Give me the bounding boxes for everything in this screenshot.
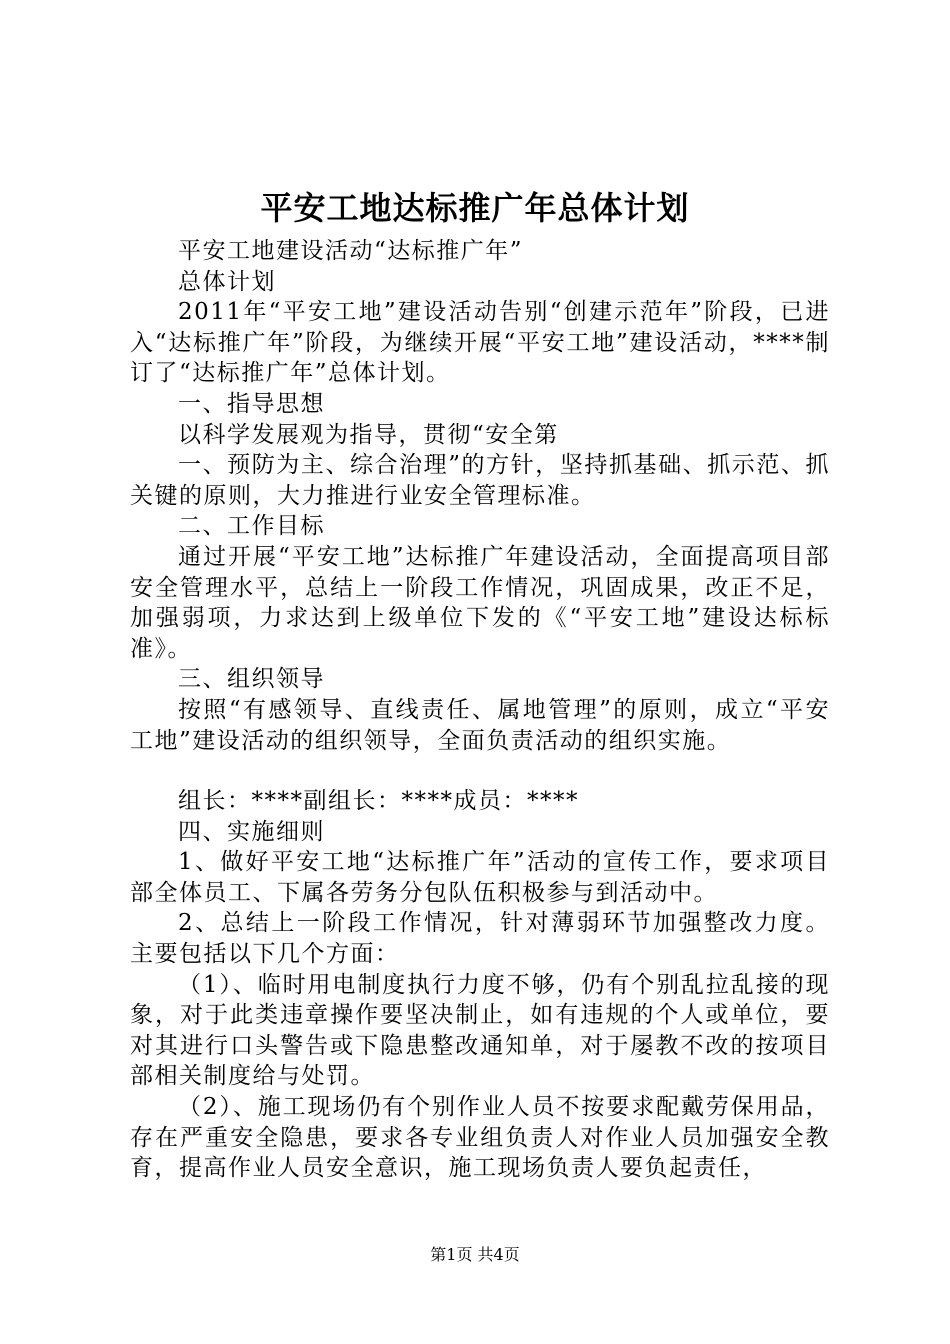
section-heading-1: 一、指导思想 [178, 390, 325, 417]
section-heading-2: 二、工作目标 [178, 513, 325, 540]
document-body [130, 236, 830, 1184]
paragraph: 按照“有感领导、直线责任、属地管理”的原则，成立“平安工地”建设活动的组织领导，全面负责活动的组织实施。 [130, 696, 830, 754]
page-number: 第1页 共4页 [430, 1245, 520, 1264]
paragraph-subtitle: 平安工地建设活动“达标推广年” [178, 238, 524, 264]
paragraph-members: 组长：****副组长：****成员：**** [178, 788, 579, 815]
paragraph: 通过开展“平安工地”达标推广年建设活动，全面提高项目部安全管理水平，总结上一阶段工作情况，巩固成果，改正不足，加强弱项，力求达到上级单位下发的《“平安工地”建设达标标准》。 [130, 543, 830, 662]
paragraph-intro: 2011年“平安工地”建设活动告别“创建示范年”阶段，已进入“达标推广年”阶段，为继续开展“平安工地”建设活动，****制订了“达标推广年”总体计划。 [130, 299, 830, 387]
paragraph: 一、预防为主、综合治理”的方针，坚持抓基础、抓示范、抓关键的原则，大力推进行业安全管理标准。 [130, 452, 830, 509]
section-heading-4: 四、实施细则 [178, 818, 325, 845]
paragraph: （2）、施工现场仍有个别作业人员不按要求配戴劳保用品，存在严重安全隐患，要求各专业组负责人对作业人员加强安全教育，提高作业人员安全意识，施工现场负责人要负起责任， [130, 1094, 830, 1182]
paragraph: 以科学发展观为指导，贯彻“安全第 [178, 421, 559, 448]
section-heading-3: 三、组织领导 [178, 666, 325, 693]
paragraph: 1、做好平安工地“达标推广年”活动的宣传工作，要求项目部全体员工、下属各劳务分包队伍积极参与到活动中。 [130, 849, 830, 906]
paragraph-subtitle-2: 总体计划 [178, 268, 276, 295]
paragraph: 2、总结上一阶段工作情况，针对薄弱环节加强整改力度。主要包括以下几个方面： [130, 910, 830, 968]
document-title: 平安工地达标推广年总体计划 [260, 189, 690, 227]
paragraph: （1）、临时用电制度执行力度不够，仍有个别乱拉乱接的现象，对于此类违章操作要坚决制止，如有违规的个人或单位，要对其进行口头警告或下隐患整改通知单，对于屡教不改的按项目部相关制度给与处罚。 [130, 971, 830, 1090]
